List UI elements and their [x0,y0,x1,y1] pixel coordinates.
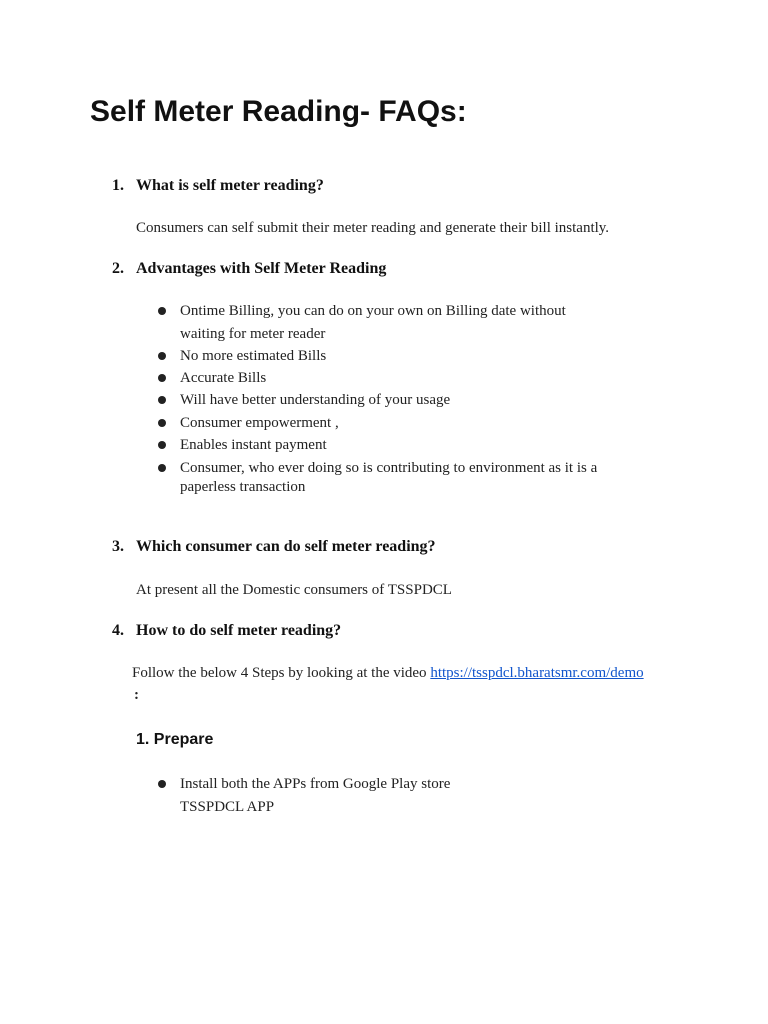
list-item-text-continued: TSSPDCL APP [180,799,275,815]
bullet-icon [158,352,166,360]
list-item-text: Enables instant payment [180,437,327,453]
faq-1-number: 1. [112,177,124,194]
faq-1-answer: Consumers can self submit their meter reading and generate their bill instantly. [136,220,610,236]
list-item-text: Consumer, who ever doing so is contributing to environment as it is a [180,460,598,476]
faq-3-answer: At present all the Domestic consumers of TSSPDCL [136,582,452,598]
bullet-icon [158,780,166,788]
faq-2-question [112,259,612,279]
list-item-text: No more estimated Bills [180,348,327,364]
faq-4-answer-prefix: Follow the below 4 Steps by looking at the video [132,665,431,681]
list-item [158,413,678,433]
list-item [158,435,678,455]
list-item-text: Install both the APPs from Google Play store [180,776,451,792]
faq-2-number: 2. [112,260,124,277]
faq-2-question-text: Advantages with Self Meter Reading [136,260,387,277]
faq-1-question-text: What is self meter reading? [136,177,324,194]
list-item [158,774,678,818]
bullet-icon [158,396,166,404]
list-item-text: Ontime Billing, you can do on your own on Billing date without [180,303,566,319]
list-item-text: Accurate Bills [180,370,267,386]
list-item-text: Will have better understanding of your usage [180,392,451,408]
list-item [158,458,678,498]
demo-video-link[interactable]: https://tsspdcl.bharatsmr.com/demo [430,665,644,681]
step-1-heading: 1. Prepare [136,731,214,748]
bullet-icon [158,374,166,382]
faq-3-question-text: Which consumer can do self meter reading? [136,538,436,555]
faq-3-question [112,537,612,557]
faq-1-question [112,176,612,196]
bullet-icon [158,464,166,472]
faq-3-number: 3. [112,538,124,555]
bullet-icon [158,307,166,315]
list-item [158,301,678,345]
faq-4-answer-suffix: : [134,687,139,703]
bullet-icon [158,419,166,427]
list-item-text-continued: paperless transaction [180,479,306,495]
faq-4-question-text: How to do self meter reading? [136,622,342,639]
list-item [158,368,678,388]
faq-4-answer [132,663,644,683]
page-title: Self Meter Reading- FAQs: [90,95,467,128]
list-item [158,390,678,410]
bullet-icon [158,441,166,449]
faq-4-number: 4. [112,622,124,639]
list-item-text-continued: waiting for meter reader [180,326,326,342]
faq-4-question [112,621,612,641]
list-item-text: Consumer empowerment , [180,415,339,431]
list-item [158,346,678,366]
